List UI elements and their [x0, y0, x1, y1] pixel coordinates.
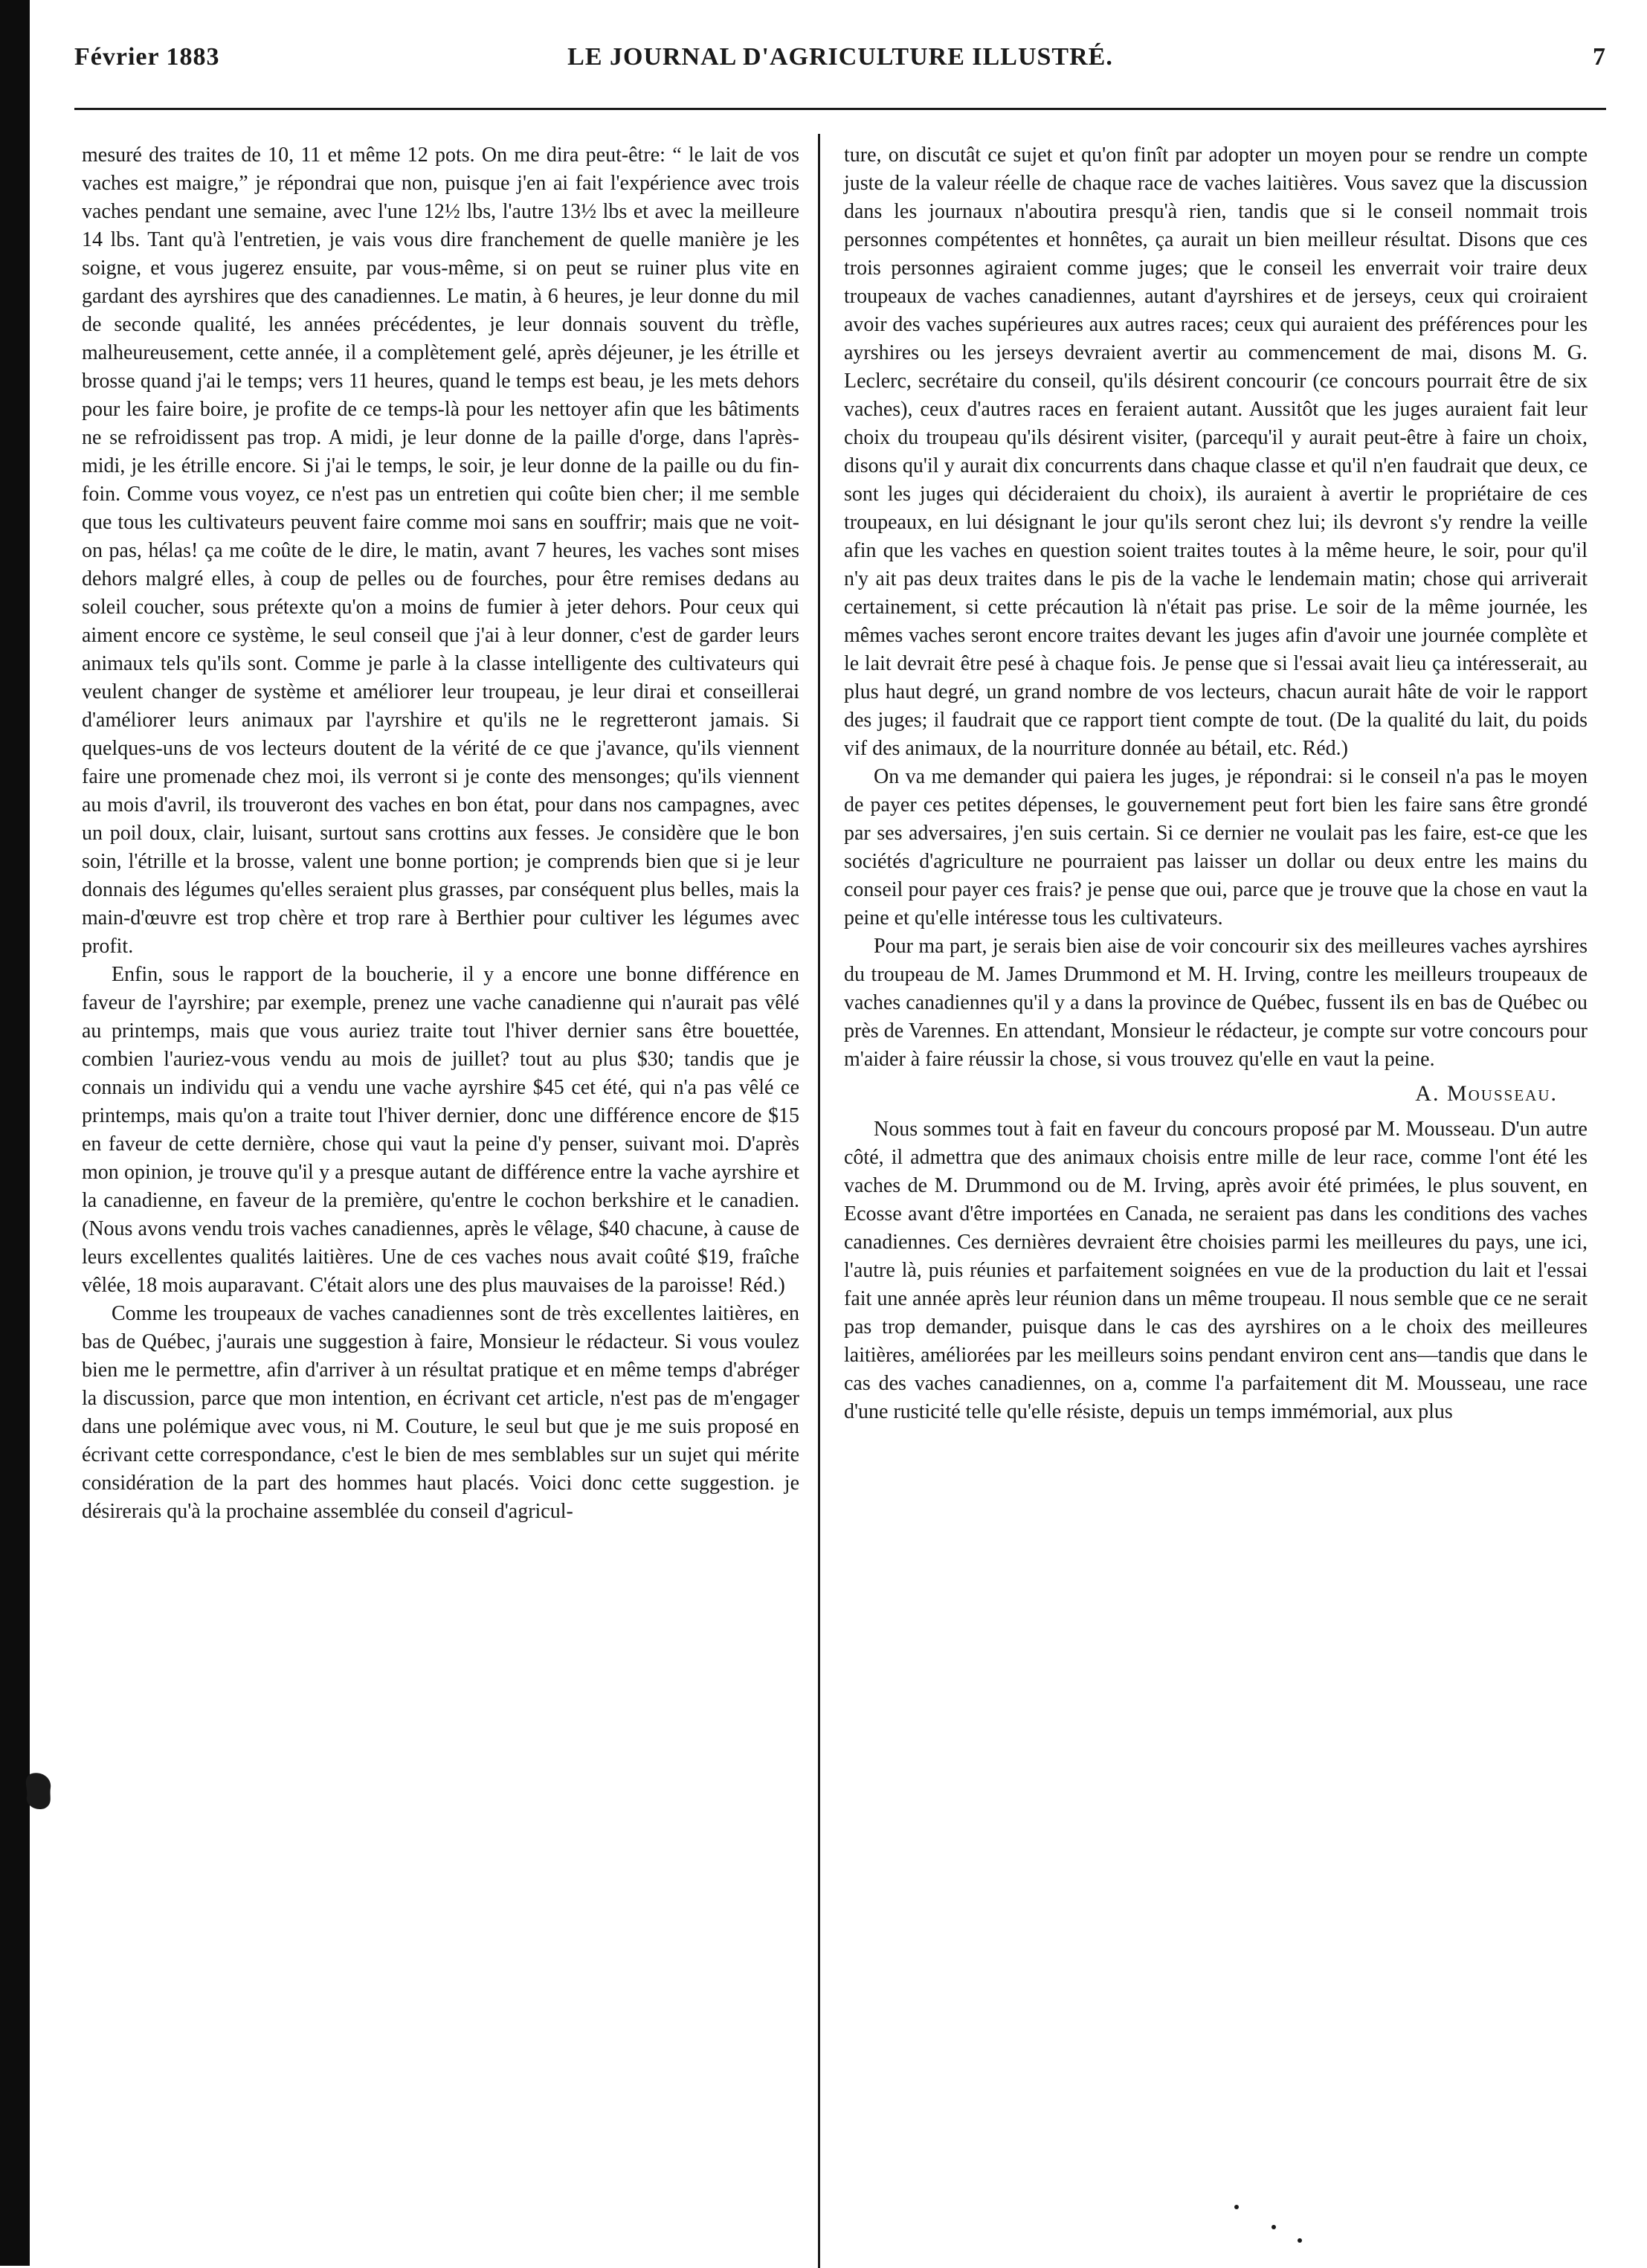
right-column	[844, 141, 1588, 1426]
column-separator	[818, 134, 820, 2268]
editorial-reply: Nous sommes tout à fait en faveur du concours proposé par M. Mousseau. D'un autre côté, il admettra que des animaux choisis entre mille de leur race, comme l'ont été les vaches de M. Drummond ou de M. Irving, après avoir été primées, le plus souvent, en Ecosse avant d'être importées en Canada, ne seraient pas dans les conditions des vaches canadiennes. Ces dernières devraient être choisies parmi les meilleures du pays, une ici, l'autre là, puis réunies et parfaitement soignées en vue de la production du lait et l'essai fait une année après leur réunion dans un même troupeau. Il nous semble que ce ne serait pas trop demander, puisque dans le cas des ayrshires on a le choix des meilleures laitières, améliorées par les meilleurs soins pendant environ cent ans—tandis que dans le cas des vaches canadiennes, on a, comme l'a parfaitement dit M. Mousseau, une race d'une rusticité telle qu'elle résiste, depuis un temps immémorial, aux plus	[844, 1118, 1588, 1423]
scan-edge-bar	[0, 0, 30, 2266]
ink-blot-mark	[22, 1770, 55, 1811]
header-rule	[74, 108, 1606, 110]
right-paragraph-2: On va me demander qui paiera les juges, je répondrai: si le conseil n'a pas le moyen de payer ces petites dépenses, le gouvernement peut fort bien les faire sans être grondé par ses adversaires, j'en suis certain. Si ce dernier ne voulait pas les faire, est-ce que les sociétés d'agriculture ne pourraient pas laisser un dollar ou deux entre les mains du conseil pour payer ces frais? je pense que oui, parce que je trouve que la chose en vaut la peine et qu'elle intéresse tous les cultivateurs.	[844, 765, 1588, 930]
print-speck	[1298, 2238, 1302, 2243]
print-speck	[1234, 2205, 1239, 2209]
header-date: Février 1883	[74, 43, 220, 71]
author-signature: A. Mousseau.	[1415, 1081, 1558, 1106]
right-paragraph-1: ture, on discutât ce sujet et qu'on finît par adopter un moyen pour se rendre un compte juste de la valeur réelle de chaque race de vaches laitières. Vous savez que la discussion dans les journaux n'aboutira presqu'à rien, tandis que si le conseil nommait trois personnes compétentes et honnêtes, ça aurait un bien meilleur résultat. Disons que ces trois personnes agiraient comme juges; que le conseil les enverrait voir traire deux troupeaux de vaches canadiennes, autant d'ayrshires et de jerseys, ceux qui croiraient avoir des vaches supérieures aux autres races; ceux qui auraient des préférences pour les ayrshires ou les jerseys devraient avertir au commencement de mai, disons M. G. Leclerc, secrétaire du conseil, qu'ils désirent concourir (ce concours pourrait être de six vaches), ceux d'autres races en feraient autant. Aussitôt que les juges auraient fait leur choix du troupeau qu'ils désirent visiter, (parcequ'il y aurait peut-être à faire un choix, disons qu'il y aurait dix concurrents dans chaque classe et qu'il n'en faudrait que deux, ce sont les juges qui décideraient du choix), ils auraient à avertir le propriétaire de ces troupeaux, en lui désignant le jour qu'ils seront chez lui; ils devront s'y rendre la veille afin que les vaches en question soient traites toutes à la même heure, le soir, pour qu'il n'y ait pas deux traites dans le pis de la vache le lendemain matin; chose qui arriverait certainement, si cette précaution là n'était pas prise. Le soir de la même journée, les mêmes vaches seront encore traites devant les juges afin d'avoir une journée complète et le lait devrait être pesé à chaque fois. Je pense que si l'essai avait lieu ça intéresserait, au plus haut degré, un grand nombre de vos lecteurs, chacun aurait hâte de voir le rapport des juges; il faudrait que ce rapport tient compte de tout. (De la qualité du lait, du poids vif des animaux, de la nourriture donnée au bétail, etc. Réd.)	[844, 144, 1588, 760]
journal-title: LE JOURNAL D'AGRICULTURE ILLUSTRÉ.	[567, 43, 1113, 71]
print-speck	[1271, 2225, 1276, 2229]
right-paragraph-3: Pour ma part, je serais bien aise de voir concourir six des meilleures vaches ayrshires du troupeau de M. James Drummond et M. H. Irving, contre les meilleurs troupeaux de vaches canadiennes qu'il y a dans la province de Québec, fussent ils en bas de Québec ou près de Varennes. En attendant, Monsieur le rédacteur, je compte sur votre concours pour m'aider à faire réussir la chose, si vous trouvez qu'elle en vaut la peine.	[844, 935, 1588, 1071]
left-paragraph-2: Enfin, sous le rapport de la boucherie, il y a encore une bonne différence en faveur de l'ayrshire; par exemple, prenez une vache canadienne qui n'aurait pas vêlé au printemps, mais que vous auriez traite tout l'hiver dernier sans être bouettée, combien l'auriez-vous vendu au mois de juillet? tout au plus $30; tandis que je connais un individu qui a vendu une vache ayrshire $45 cet été, qui n'a pas vêlé ce printemps, mais qu'on a traite tout l'hiver dernier, donc une différence encore de $15 en faveur de cette dernière, chose qui vaut la peine d'y penser, suivant moi. D'après mon opinion, je trouve qu'il y a presque autant de différence entre la vache ayrshire et la canadienne, en faveur de la première, qu'entre le cochon berkshire et le canadien. (Nous avons vendu trois vaches canadiennes, après le vêlage, $40 chacune, à cause de leurs excellentes qualités laitières. Une de ces vaches nous avait coûté $19, fraîche vêlée, 18 mois auparavant. C'était alors une des plus mauvaises de la paroisse! Réd.)	[82, 963, 799, 1297]
left-paragraph-1: mesuré des traites de 10, 11 et même 12 pots. On me dira peut-être: “ le lait de vos vaches est maigre,” je répondrai que non, puisque j'en ai fait l'expérience avec trois vaches pendant une semaine, avec l'une 12½ lbs, l'autre 13½ lbs et avec la meilleure 14 lbs. Tant qu'à l'entretien, je vais vous dire franchement de quelle manière je les soigne, et vous jugerez ensuite, par vous-même, si on peut se ruiner plus vite en gardant des ayrshires que des canadiennes. Le matin, à 6 heures, je leur donne du mil de seconde qualité, les années précédentes, je leur donnais souvent du trèfle, malheureusement, cette année, il a complètement gelé, après déjeuner, je les étrille et brosse quand j'ai le temps; vers 11 heures, quand le temps est beau, je les mets dehors pour les faire boire, je profite de ce temps-là pour les nettoyer afin que les bâtiments ne se refroidissent pas trop. A midi, je leur donne de la paille d'orge, dans l'après-midi, je les étrille encore. Si j'ai le temps, le soir, je leur donne de la paille ou du fin-foin. Comme vous voyez, ce n'est pas un entretien qui coûte bien cher; il me semble que tous les cultivateurs peuvent faire comme moi sans en souffrir; mais que ne voit-on pas, hélas! ça me coûte de le dire, le matin, avant 7 heures, les vaches sont mises dehors malgré elles, à coup de pelles ou de fourches, pour être remises dedans au soleil coucher, sous prétexte qu'on a moins de fumier à jeter dehors. Pour ceux qui aiment encore ce système, le seul conseil que j'ai à leur donner, c'est de garder leurs animaux tels qu'ils sont. Comme je parle à la classe intelligente des cultivateurs qui veulent changer de système et améliorer leur troupeau, je leur dirai et conseillerai d'améliorer leurs animaux par l'ayrshire et qu'ils ne le regretteront jamais. Si quelques-uns de vos lecteurs doutent de la vérité de ce que j'avance, qu'ils viennent faire une promenade chez moi, ils verront si je conte des mensonges; qu'ils viennent au mois d'avril, ils trouveront des vaches en bon état, pour dans nos campagnes, avec un poil doux, clair, luisant, surtout sans crottins aux fesses. Je considère que le bon soin, l'étrille et la brosse, valent une bonne portion; je comprends bien que si je leur donnais des légumes qu'elles seraient plus grasses, par conséquent plus belles, mais la main-d'œuvre est trop chère et trop rare à Berthier pour cultiver les légumes avec profit.	[82, 144, 799, 958]
page-number: 7	[1593, 43, 1606, 71]
running-header	[74, 43, 1606, 88]
left-paragraph-3: Comme les troupeaux de vaches canadiennes sont de très excellentes laitières, en bas de Québec, j'aurais une suggestion à faire, Monsieur le rédacteur. Si vous voulez bien me le permettre, afin d'arriver à un résultat pratique et en même temps d'abréger la discussion, parce que mon intention, en écrivant cet article, n'est pas de m'engager dans une polémique avec vous, ni M. Couture, le seul but que je me suis proposé en écrivant cette correspondance, c'est le bien de mes semblables sur un sujet qui mérite considération de la part des hommes haut placés. Voici donc cette suggestion. je désirerais qu'à la prochaine assemblée du conseil d'agricul-	[82, 1302, 799, 1523]
left-column	[82, 141, 799, 1526]
